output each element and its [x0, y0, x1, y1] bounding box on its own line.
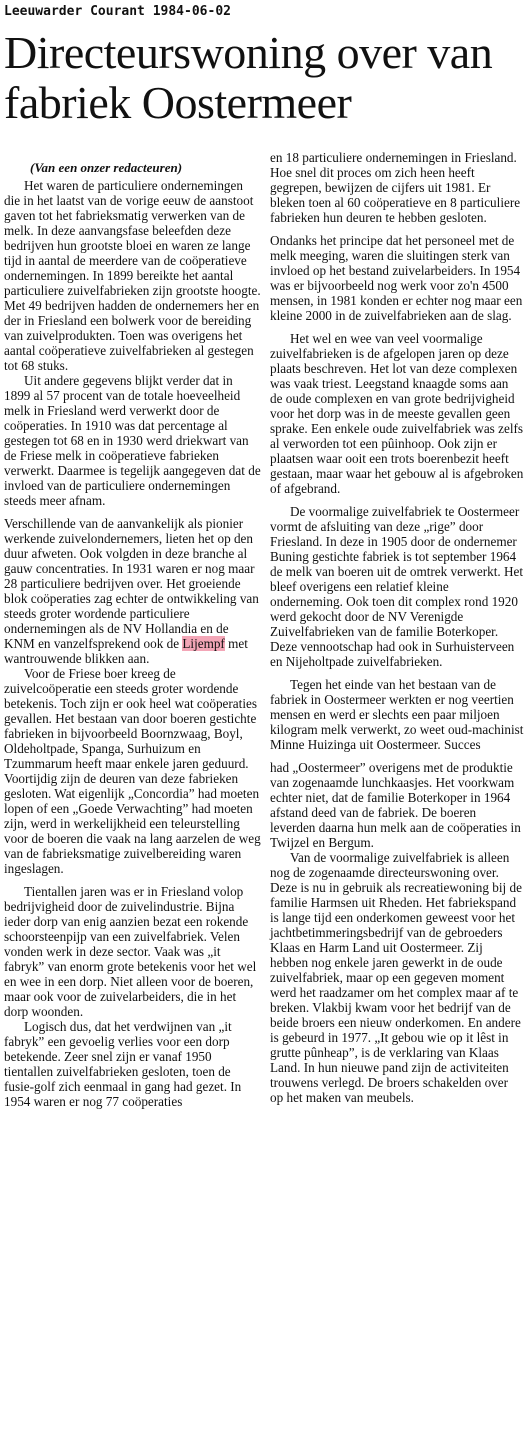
paragraph: Ondanks het principe dat het personeel met de melk meeging, waren die sluitingen sterk van invloed op het bestand zuivelarbeiders. In 1954 was er bijvoorbeeld nog werk voor zo'n 4500 mensen, in 1981 konden er echter nog maar een kleine 2000 in de zuivelfabrieken aan de slag.: [270, 233, 523, 323]
paragraph: Uit andere gegevens blijkt verder dat in 1899 al 57 procent van de totale hoeveelheid melk in Friesland werd verwerkt door de coöperaties. In 1910 was dat percentage al gestegen tot 68 en in 1930 werd driekwart van de Friese melk in coöperatieve fabrieken verwerkt. Daarmee is tegelijk aangegeven dat de invloed van de particuliere ondernemingen steeds meer afnam.: [4, 373, 261, 508]
paragraph: Van de voormalige zuivelfabriek is alleen nog de zogenaamde directeurswoning over. Deze is nu in gebruik als recreatiewoning bij de familie Harmsen uit Rheden. Het fabriekspand is lange tijd een onderkomen geweest voor het jachtbetimmeringsbedrijf van de gebroeders Klaas en Harm Land uit Oostermeer. Zij hebben nog enkele jaren gewerkt in de oude zuivelfabriek, maar op een gegeven moment werd het raadzamer om het complex maar af te breken. Vlakbij kwam voor het bedrijf van de beide broers een nieuw onderkomen. En andere is gebeurd in 1977. „It gebou wie op it lêst in grutte pûnheap”, is de verklaring van Klaas Land. In hun nieuwe pand zijn de activiteiten trouwens verlegd. De broers schakelden over op het maken van meubels.: [270, 850, 522, 1105]
paragraph: en 18 particuliere ondernemingen in Friesland. Hoe snel dit proces om zich heen heeft gegrepen, bewijzen de cijfers uit 1981. Er bleken toen al 60 coöperatieve en 8 particuliere fabrieken hun deuren te hebben gesloten.: [270, 150, 521, 225]
left-column: [4, 178, 262, 1109]
paragraph: De voormalige zuivelfabriek te Oostermeer vormt de afsluiting van deze „rige” door Friesland. In deze in 1905 door de ondernemer Buning gestichte fabriek is tot september 1964 de melk van boeren uit de omtrek verwerkt. Het bleef overigens een relatief kleine onderneming. Ook toen dit complex rond 1920 werd gekocht door de NV Verenigde Zuivelfabrieken van de familie Boterkoper. Deze vennootschap had ook in Surhuisterveen en Nijeholtpade zuivelfabrieken.: [270, 504, 524, 669]
newspaper-source: Leeuwarder Courant 1984-06-02: [4, 4, 231, 19]
paragraph: had „Oostermeer” overigens met de produktie van zogenaamde lunchkaasjes. Het voorkwam echter niet, dat de familie Boterkoper in 1964 afstand deed van de fabriek. De boeren leverden daarna hun melk aan de coöperaties in Twijzel en Bergum.: [270, 760, 521, 850]
paragraph: Het waren de particuliere ondernemingen die in het laatst van de vorige eeuw de aanstoot gaven tot het fabrieksmatig verwerken van de melk. In deze aanvangsfase beleefden deze bedrijven hun grootste bloei en waren ze lange tijd in aantal de meerdere van de coöperatieve ondernemingen. In 1899 bereikte het aantal particuliere zuivelfabrieken zijn grootste hoogte. Met 49 bedrijven hadden de ondernemers her en der in Friesland een bolwerk voor de bereiding van zuivelprodukten. Toen was overigens het aantal coöperatieve zuivelfabrieken al gestegen tot 68 stuks.: [4, 178, 261, 373]
paragraph: Logisch dus, dat het verdwijnen van „it fabryk” een gevoelig verlies voor een dorp betekende. Zeer snel zijn er vanaf 1950 tientallen zuivelfabrieken gesloten, toen de fusie-golf zich eenmaal in gang had gezet. In 1954 waren er nog 77 coöperaties: [4, 1019, 242, 1109]
paragraph: Voor de Friese boer kreeg de zuivelcoöperatie een steeds groter wordende betekenis. Toch zijn er ook heel wat coöperaties gevallen. Het bestaan van door boeren gestichte fabrieken in bijvoorbeeld Boornzwaag, Boyl, Oldeholtpade, Spanga, Surhuizum en Tzummarum heeft maar enkele jaren geduurd. Voortijdig zijn de deuren van deze fabrieken gesloten. Wat eigenlijk „Concordia” had moeten lopen of een „Goede Verwachting” had moeten zijn, werd in werkelijkheid een teleurstelling voor de boeren die vaak na lang aarzelen de weg van de fabrieksmatige zuivelbereiding waren ingeslagen.: [4, 666, 261, 876]
paragraph: [4, 516, 262, 666]
paragraph: Tegen het einde van het bestaan van de fabriek in Oostermeer werkten er nog veertien mensen en werd er slechts een paar miljoen kilogram melk verwerkt, zo weet oud-machinist Minne Huizinga uit Oostermeer. Succes: [270, 677, 524, 752]
article-headline: Directeurswoning over van fabriek Oostermeer: [4, 27, 493, 128]
paragraph-text: met wantrouwende blikken aan.: [4, 636, 248, 666]
right-column: [270, 150, 524, 1105]
paragraph-text: Verschillende van de aanvankelijk als pionier werkende zuivelondernemers, lieten het op den duur afweten. Ook volgden in deze branche al gauw concentraties. In 1931 waren er nog maar 28 particuliere bedrijven over. Het groeiende blok coöperaties zag echter de ontwikkeling van steeds groter wordende particuliere ondernemingen als de NV Hollandia en de KNM en vanzelfsprekend ook de: [4, 516, 259, 651]
byline: (Van een onzer redacteuren): [30, 160, 183, 175]
paragraph: Tientallen jaren was er in Friesland volop bedrijvigheid door de zuivelindustrie. Bijna ieder dorp van enig aanzien bezat een rokende schoorsteenpijp van een zuivelfabriek. Velen vonden werk in deze sector. Vaak was „it fabryk” van enorm grote betekenis voor het wel en wee in een dorp. Niet alleen voor de boeren, maar ook voor de zuivelarbeiders, die in het dorp woonden.: [4, 884, 257, 1019]
highlighted-term: Lijempf: [182, 636, 225, 651]
paragraph: Het wel en wee van veel voormalige zuivelfabrieken is de afgelopen jaren op deze plaats beschreven. Het lot van deze complexen was vaak triest. Leegstand knaagde soms aan de oude complexen en van grote bedrijvigheid voor het dorp was in de meeste gevallen geen sprake. Een enkele oude zuivelfabriek was zelfs al verworden tot een pûinhoop. Ook zijn er plaatsen waar ooit een trots boerenbezit heeft gestaan, maar waar het gebouw al is afgebroken of afgebrand.: [270, 331, 524, 496]
